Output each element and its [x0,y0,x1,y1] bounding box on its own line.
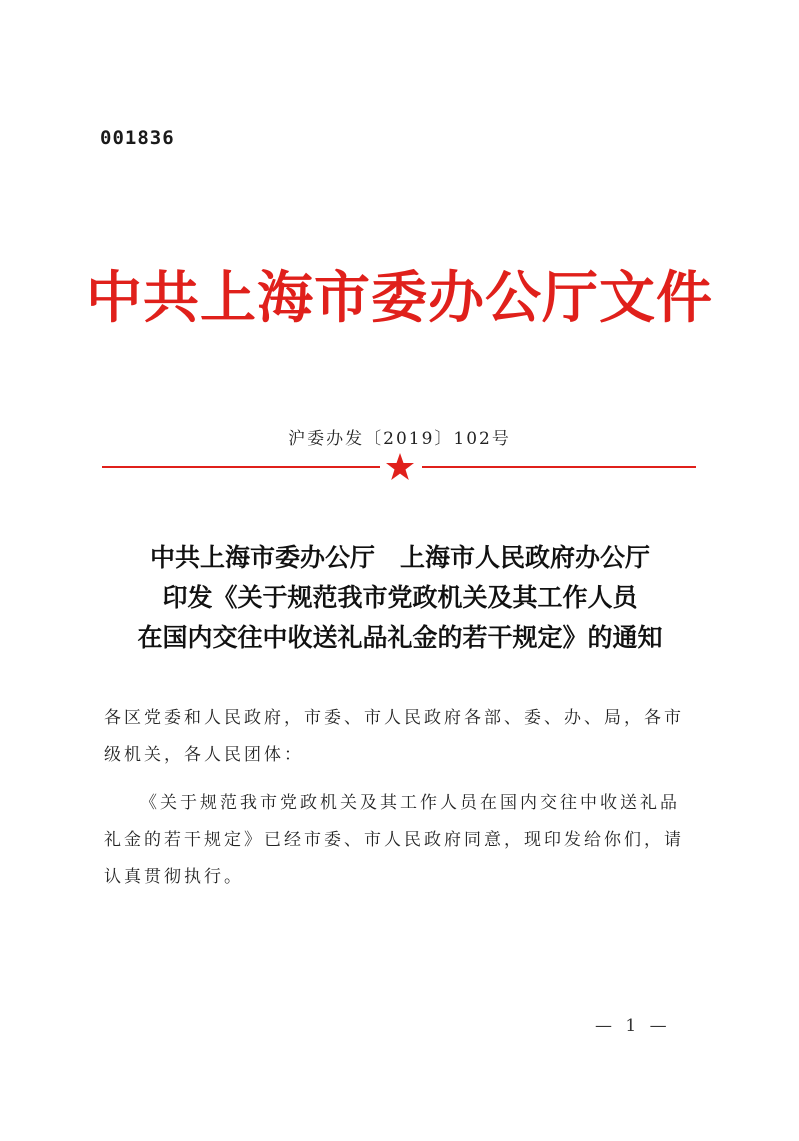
notice-title [100,538,700,658]
notice-title-line-3: 在国内交往中收送礼品礼金的若干规定》的通知 [137,623,663,652]
body-paragraph: 《关于规范我市党政机关及其工作人员在国内交往中收送礼品礼金的若干规定》已经市委、市人民政府同意，现印发给你们，请认真贯彻执行。 [104,793,684,887]
notice-title-line-1: 中共上海市委办公厅 上海市人民政府办公厅 [149,543,650,572]
red-rule-left [102,466,380,468]
issue-number: 沪委办发〔2019〕102号 [288,429,511,449]
issuing-authority-header: 中共上海市委办公厅文件 [86,266,713,331]
red-rule-right [422,466,696,468]
star-icon [385,452,415,482]
document-serial-number: 001836 [100,127,175,149]
notice-title-line-2: 印发《关于规范我市党政机关及其工作人员 [162,583,638,612]
page-number: — 1 — [595,1016,671,1036]
addressee: 各区党委和人民政府，市委、市人民政府各部、委、办、局，各市级机关，各人民团体： [104,708,684,765]
